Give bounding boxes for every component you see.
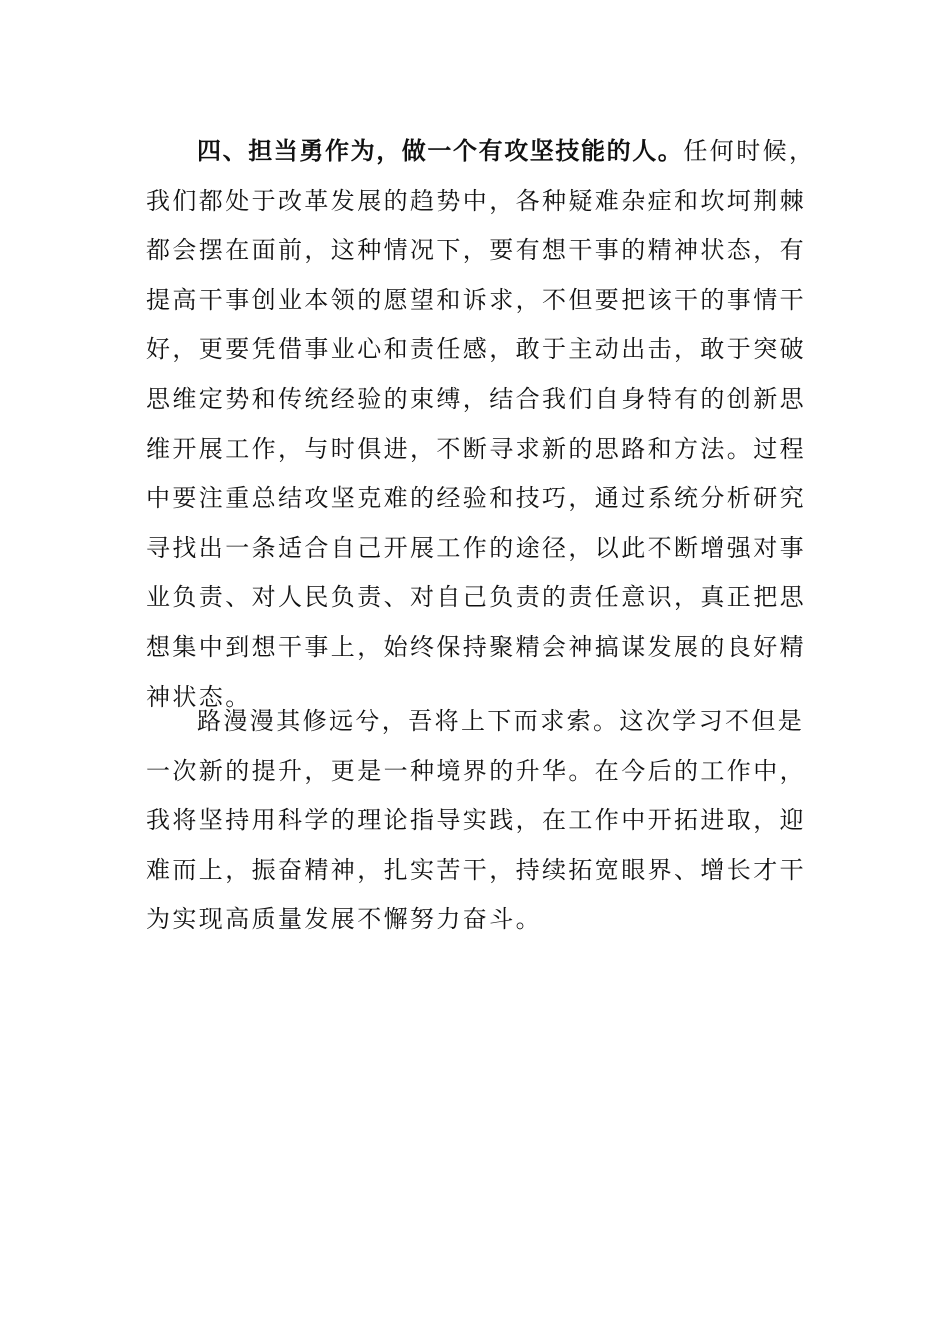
paragraph-2 (146, 697, 806, 945)
paragraph-line: 想集中到想干事上，始终保持聚精会神搞谋发展的良好精 (146, 632, 806, 661)
paragraph-line: 寻找出一条适合自己开展工作的途径，以此不断增强对事 (146, 533, 806, 562)
paragraph-text: 任何时候， (683, 137, 816, 165)
paragraph-line: 好，更要凭借事业心和责任感，敢于主动出击，敢于突破 (146, 335, 806, 364)
paragraph-line: 路漫漫其修远兮，吾将上下而求索。这次学习不但是 (197, 707, 805, 735)
paragraph-line: 我将坚持用科学的理论指导实践，在工作中开拓进取，迎 (146, 806, 806, 835)
paragraph-line: 思维定势和传统经验的束缚，结合我们自身特有的创新思 (146, 384, 806, 413)
paragraph-line (146, 127, 816, 177)
paragraph-1 (146, 127, 816, 722)
paragraph-line: 中要注重总结攻坚克难的经验和技巧，通过系统分析研究 (146, 484, 806, 513)
section-heading: 四、担当勇作为，做一个有攻坚技能的人。 (197, 137, 684, 165)
paragraph-line: 我们都处于改革发展的趋势中，各种疑难杂症和坎坷荆棘 (146, 186, 806, 215)
paragraph-line: 难而上，振奋精神，扎实苦干，持续拓宽眼界、增长才干 (146, 855, 806, 884)
paragraph-line: 神状态。 (146, 682, 252, 711)
paragraph-line: 维开展工作，与时俱进，不断寻求新的思路和方法。过程 (146, 434, 806, 463)
paragraph-line: 为实现高质量发展不懈努力奋斗。 (146, 905, 542, 934)
paragraph-line: 提高干事创业本领的愿望和诉求，不但要把该干的事情干 (146, 285, 806, 314)
paragraph-line: 都会摆在面前，这种情况下，要有想干事的精神状态，有 (146, 236, 806, 265)
paragraph-line: 业负责、对人民负责、对自己负责的责任意识，真正把思 (146, 583, 806, 612)
paragraph-line: 一次新的提升，更是一种境界的升华。在今后的工作中， (146, 756, 806, 785)
